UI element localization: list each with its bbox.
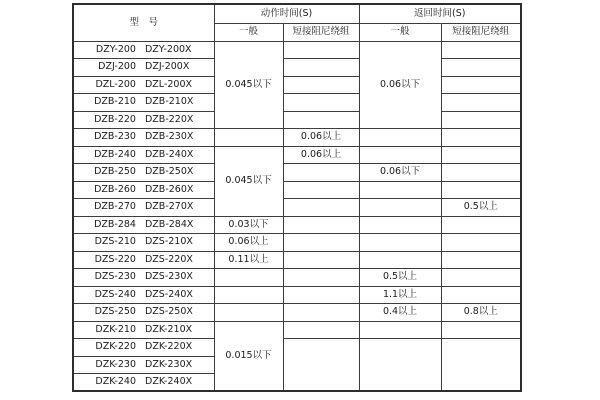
action-general-cell: 0.03以下 — [214, 216, 283, 234]
model-name-x: DZS-210X — [144, 236, 193, 248]
model-cell — [73, 164, 214, 182]
model-name: DZB-210 — [94, 96, 136, 108]
model-name: DZS-230 — [94, 271, 136, 283]
return-general-cell — [359, 321, 441, 339]
model-name-x: DZK-210X — [145, 323, 193, 335]
action-damping-cell — [283, 94, 359, 112]
relay-spec-table — [72, 3, 522, 392]
table-row — [73, 269, 521, 287]
action-general-cell: 0.045以下 — [214, 146, 283, 216]
return-general-cell — [359, 339, 441, 392]
header-return-time: 返回时间(S) — [359, 4, 521, 23]
return-general-cell: 0.06以下 — [359, 41, 441, 129]
table-row — [73, 59, 521, 77]
header-return-damping: 短接阻尼绕组 — [441, 23, 521, 41]
table-row — [73, 251, 521, 269]
return-damping-cell — [441, 321, 521, 339]
return-general-cell — [359, 251, 441, 269]
return-general-cell: 0.4以上 — [359, 304, 441, 322]
header-action-time: 动作时间(S) — [214, 4, 359, 23]
model-name-x: DZK-230X — [145, 358, 193, 370]
model-name-x: DZS-250X — [144, 306, 193, 318]
return-damping-cell — [441, 146, 521, 164]
model-name-x: DZB-270X — [144, 201, 194, 213]
action-general-cell — [214, 269, 283, 287]
model-cell — [73, 339, 214, 357]
model-cell — [73, 59, 214, 77]
table-row — [73, 321, 521, 339]
model-name: DZB-284 — [94, 218, 136, 230]
model-cell — [73, 286, 214, 304]
action-general-cell: 0.045以下 — [214, 41, 283, 129]
return-general-cell — [359, 129, 441, 147]
model-name-x: DZS-240X — [144, 288, 193, 300]
action-general-cell: 0.11以上 — [214, 251, 283, 269]
model-name-x: DZB-284X — [144, 218, 194, 230]
model-cell — [73, 181, 214, 199]
model-cell — [73, 269, 214, 287]
model-cell — [73, 111, 214, 129]
action-damping-cell — [283, 216, 359, 234]
table-row — [73, 111, 521, 129]
model-cell — [73, 216, 214, 234]
table-row — [73, 286, 521, 304]
model-cell — [73, 234, 214, 252]
return-damping-cell — [441, 129, 521, 147]
model-name: DZB-270 — [94, 201, 136, 213]
return-general-cell — [359, 146, 441, 164]
action-damping-cell: 0.06以上 — [283, 146, 359, 164]
action-damping-cell: 0.06以上 — [283, 129, 359, 147]
model-name-x: DZS-220X — [144, 253, 193, 265]
action-general-cell — [214, 304, 283, 322]
model-name: DZK-230 — [95, 358, 136, 370]
model-cell — [73, 76, 214, 94]
action-damping-cell — [283, 286, 359, 304]
model-name: DZK-240 — [95, 375, 136, 387]
return-general-cell — [359, 181, 441, 199]
model-cell — [73, 199, 214, 217]
spec-table-container — [72, 3, 522, 392]
return-general-cell — [359, 234, 441, 252]
action-damping-cell — [283, 304, 359, 322]
model-cell — [73, 374, 214, 392]
model-name: DZK-210 — [95, 323, 136, 335]
model-name: DZB-260 — [94, 183, 136, 195]
return-damping-cell — [441, 251, 521, 269]
return-damping-cell — [441, 269, 521, 287]
model-name-x: DZB-260X — [144, 183, 194, 195]
model-name-x: DZS-230X — [144, 271, 193, 283]
table-row — [73, 76, 521, 94]
action-damping-cell — [283, 181, 359, 199]
action-damping-cell — [283, 199, 359, 217]
action-damping-cell — [283, 321, 359, 339]
model-name: DZL-200 — [95, 78, 136, 90]
action-general-cell — [214, 286, 283, 304]
return-damping-cell — [441, 234, 521, 252]
model-name: DZB-240 — [94, 148, 136, 160]
model-name-x: DZB-230X — [144, 131, 194, 143]
model-name-x: DZB-250X — [144, 166, 194, 178]
table-row — [73, 181, 521, 199]
action-general-cell — [214, 129, 283, 147]
return-damping-cell — [441, 76, 521, 94]
model-cell — [73, 356, 214, 374]
header-action-general: 一般 — [214, 23, 283, 41]
action-damping-cell — [283, 269, 359, 287]
return-damping-cell: 0.8以上 — [441, 304, 521, 322]
return-general-cell: 0.5以上 — [359, 269, 441, 287]
action-damping-cell — [283, 111, 359, 129]
return-damping-cell — [441, 286, 521, 304]
model-cell — [73, 41, 214, 59]
return-damping-cell — [441, 94, 521, 112]
action-damping-cell — [283, 339, 359, 392]
table-row — [73, 339, 521, 357]
model-name-x: DZJ-200X — [145, 61, 190, 73]
table-row — [73, 234, 521, 252]
model-name-x: DZB-240X — [144, 148, 194, 160]
model-name-x: DZY-200X — [144, 43, 192, 55]
model-name: DZB-230 — [94, 131, 136, 143]
return-damping-cell — [441, 181, 521, 199]
model-name: DZS-240 — [94, 288, 136, 300]
model-name: DZK-220 — [95, 341, 136, 353]
table-row — [73, 216, 521, 234]
model-name: DZS-250 — [94, 306, 136, 318]
return-general-cell — [359, 216, 441, 234]
return-general-cell: 1.1以上 — [359, 286, 441, 304]
action-damping-cell — [283, 234, 359, 252]
model-name: DZB-250 — [94, 166, 136, 178]
table-row — [73, 41, 521, 59]
action-general-cell: 0.06以上 — [214, 234, 283, 252]
model-name-x: DZK-220X — [145, 341, 193, 353]
return-damping-cell — [441, 111, 521, 129]
table-row — [73, 304, 521, 322]
table-row — [73, 129, 521, 147]
return-damping-cell — [441, 164, 521, 182]
action-general-cell: 0.015以下 — [214, 321, 283, 391]
return-damping-cell — [441, 41, 521, 59]
return-general-cell: 0.06以下 — [359, 164, 441, 182]
model-name: DZS-220 — [94, 253, 136, 265]
model-cell — [73, 129, 214, 147]
header-model: 型 号 — [73, 4, 214, 41]
action-damping-cell — [283, 59, 359, 77]
return-damping-cell: 0.5以上 — [441, 199, 521, 217]
action-damping-cell — [283, 76, 359, 94]
model-name: DZY-200 — [95, 43, 136, 55]
header-action-damping: 短接阻尼绕组 — [283, 23, 359, 41]
model-cell — [73, 146, 214, 164]
model-name: DZB-220 — [94, 113, 136, 125]
model-name: DZS-210 — [94, 236, 136, 248]
model-name: DZJ-200 — [98, 61, 136, 73]
table-row — [73, 164, 521, 182]
return-general-cell — [359, 199, 441, 217]
model-cell — [73, 251, 214, 269]
return-damping-cell — [441, 216, 521, 234]
table-row — [73, 199, 521, 217]
model-cell — [73, 94, 214, 112]
return-damping-cell — [441, 339, 521, 392]
model-name-x: DZB-220X — [144, 113, 194, 125]
action-damping-cell — [283, 164, 359, 182]
table-row — [73, 146, 521, 164]
model-name-x: DZB-210X — [144, 96, 194, 108]
model-name-x: DZK-240X — [145, 375, 193, 387]
action-damping-cell — [283, 41, 359, 59]
model-cell — [73, 321, 214, 339]
model-cell — [73, 304, 214, 322]
header-return-general: 一般 — [359, 23, 441, 41]
action-damping-cell — [283, 251, 359, 269]
model-name-x: DZL-200X — [144, 78, 193, 90]
table-row — [73, 94, 521, 112]
return-damping-cell — [441, 59, 521, 77]
